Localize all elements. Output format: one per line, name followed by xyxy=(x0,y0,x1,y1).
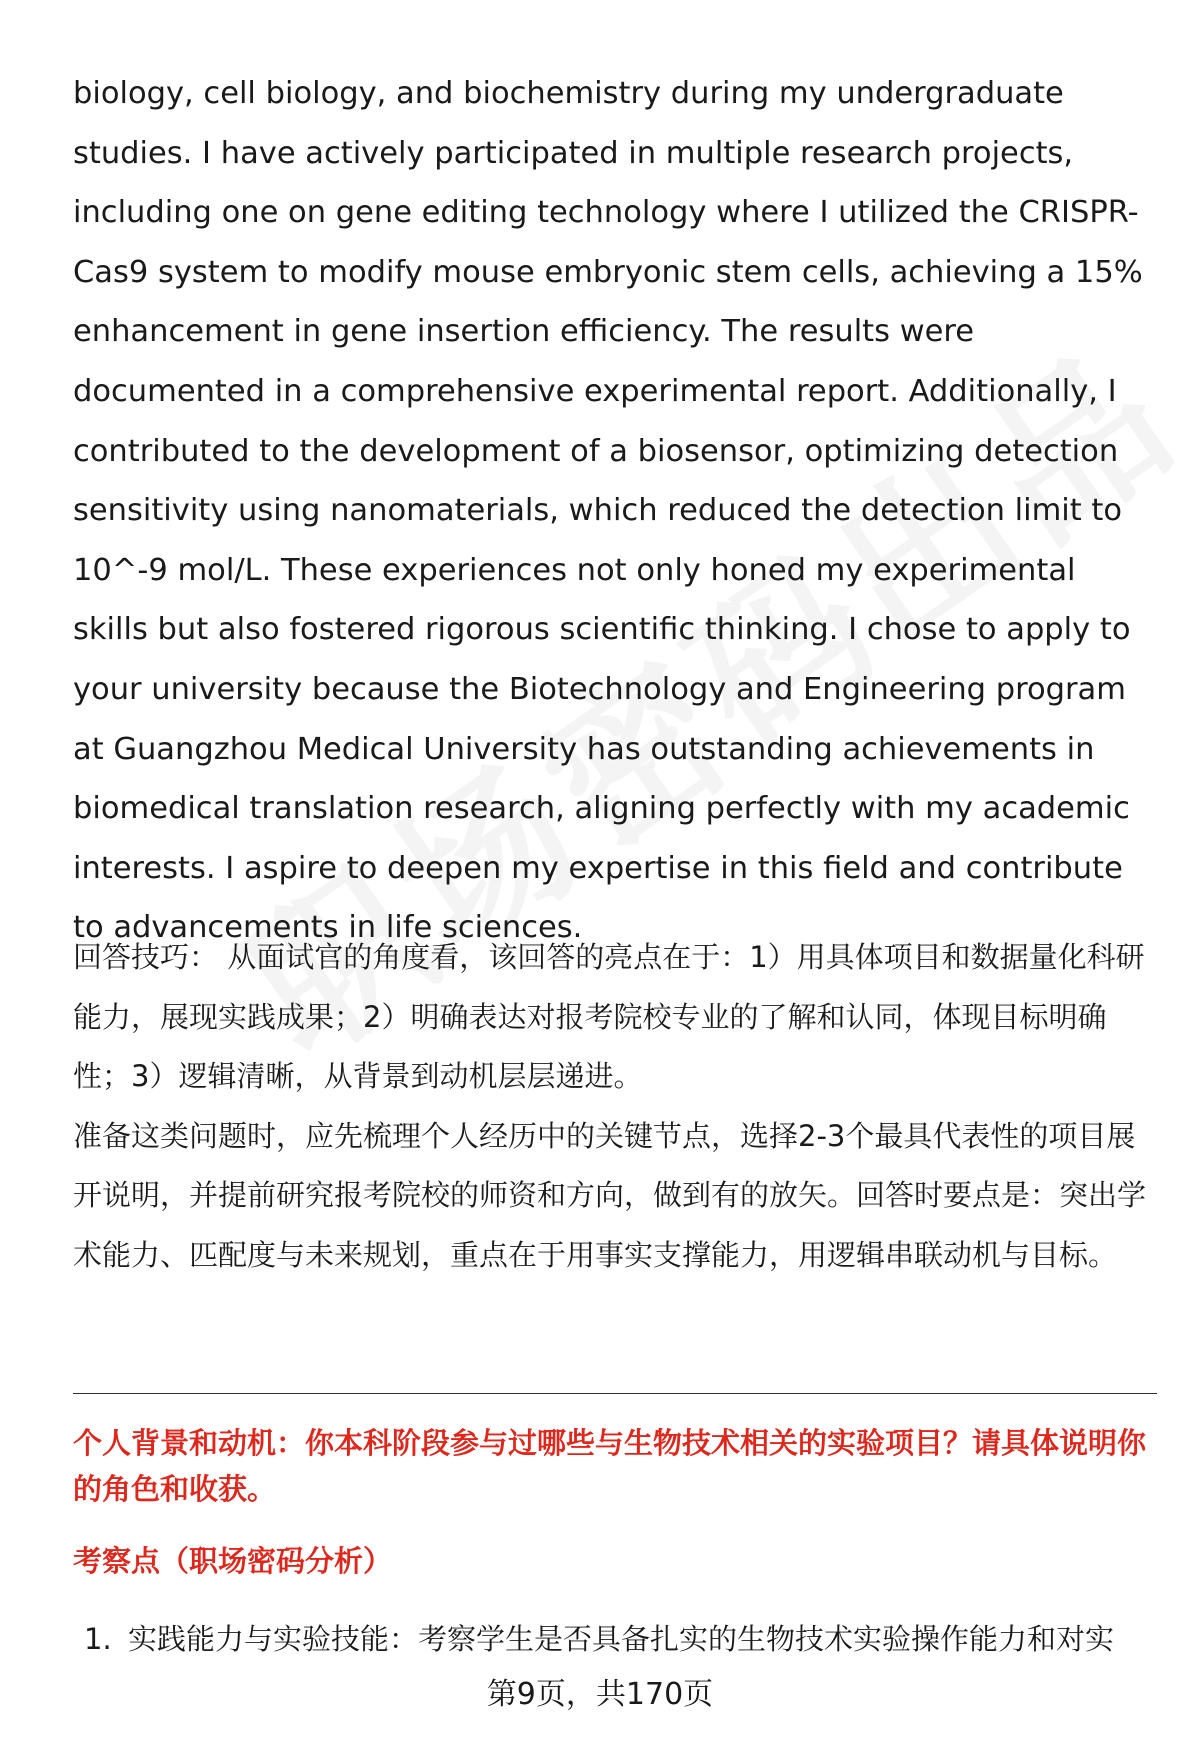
page-number-footer: 第9页，共170页 xyxy=(486,1677,714,1712)
english-answer-paragraph: biology, cell biology, and biochemistry during my undergraduate studies. I have actively participated in multiple research projects, including one on gene editing technology where I utilized the CRISPR-Cas9 system to modify mouse embryonic stem cells, achieving a 15% enhancement in gene insertion efficiency. The results were documented in a comprehensive experimental report. Additionally, I contributed to the development of a biosensor, optimizing detection sensitivity using nanomaterials, which reduced the detection limit to 10^-9 mol/L. These experiences not only honed my experimental skills but also fostered rigorous scientific thinking. I chose to apply to your university because the Biotechnology and Engineering program at Guangzhou Medical University has outstanding achievements in biomedical translation research, aligning perfectly with my academic interests. I aspire to deepen my expertise in this field and contribute to advancements in life sciences. xyxy=(73,76,1143,946)
list-item xyxy=(84,1616,1164,1662)
list-item-text: 实践能力与实验技能：考察学生是否具备扎实的生物技术实验操作能力和对实 xyxy=(128,1622,1115,1656)
answer-tips-paragraph: 回答技巧： 从面试官的角度看，该回答的亮点在于：1）用具体项目和数据量化科研能力，展现实践成果；2）明确表达对报考院校专业的了解和认同，体现目标明确性；3）逻辑清晰，从背景到动机层层递进。 xyxy=(73,940,1145,1094)
section-divider xyxy=(73,1393,1157,1394)
preparation-advice-paragraph: 准备这类问题时，应先梳理个人经历中的关键节点，选择2-3个最具代表性的项目展开说明，并提前研究报考院校的师资和方向，做到有的放矢。回答时要点是：突出学术能力、匹配度与未来规划，重点在于用事实支撑能力，用逻辑串联动机与目标。 xyxy=(73,1118,1147,1272)
interview-question: 个人背景和动机：你本科阶段参与过哪些与生物技术相关的实验项目？请具体说明你的角色和收获。 xyxy=(73,1426,1147,1506)
answer-tips-block xyxy=(73,928,1153,1286)
assessment-points-heading: 考察点（职场密码分析） xyxy=(73,1544,393,1578)
list-item-number: 1. xyxy=(84,1622,112,1656)
